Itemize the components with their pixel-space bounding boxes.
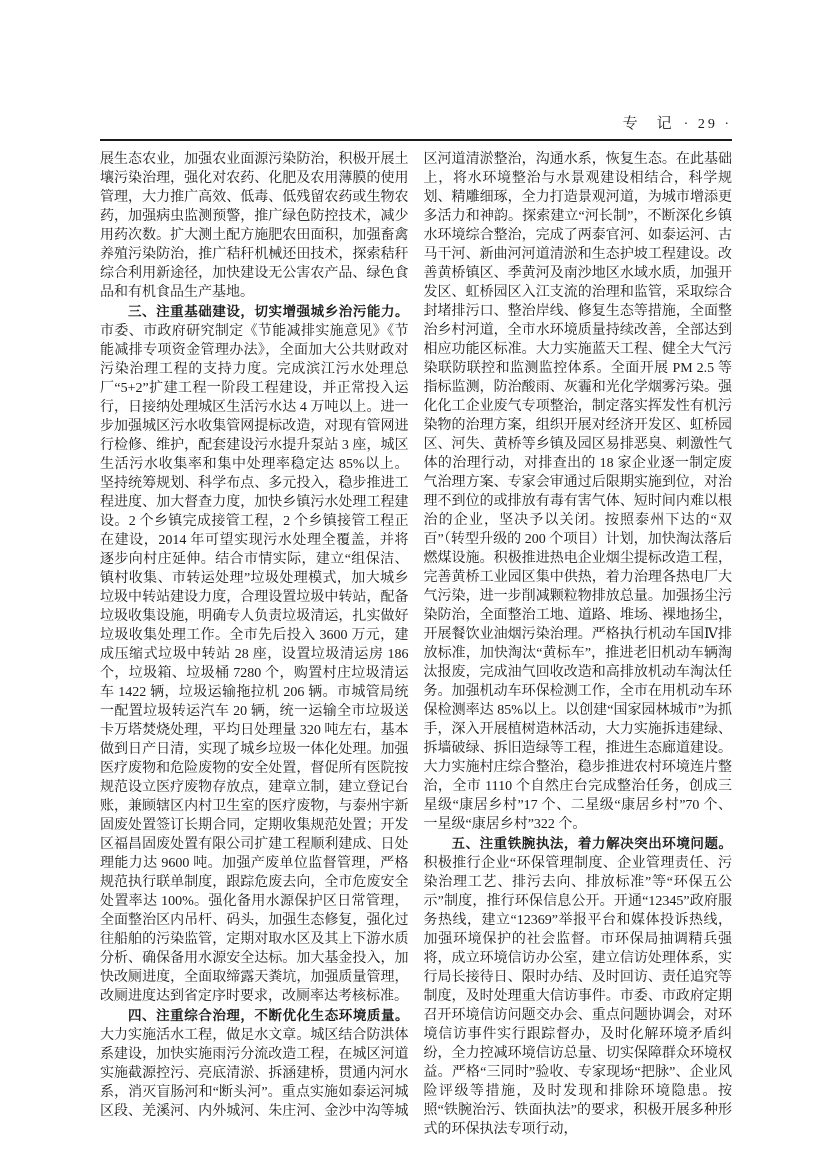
paragraph-text: 展生态农业，加强农业面源污染防治，积极开展土壤污染治理，强化对农药、化肥及农用薄膜的使用管理，大力推广高效、低毒、低残留农药或生物农药，加强病虫监测预警，推广绿色防控技术，减少用药次数。扩大测土配方施肥农田面积，加强畜禽养殖污染防治，推广秸秆机械还田技术，探索秸秆综合利用新途径，加快建设无公害农产品、绿色食品和有机食品生产基地。	[100, 152, 409, 300]
paragraph-section-3	[100, 302, 409, 1006]
paragraph-section-5	[424, 834, 733, 1139]
header-rule	[100, 139, 732, 141]
paragraph-text: 市委、市政府研究制定《节能减排实施意见》《节能减排专项资金管理办法》，全面加大公共财政对污染治理工程的支持力度。完成滨江污水处理总厂“5+2”扩建工程一阶段工程建设，并正常投入运行，日接纳处理城区生活污水达 4 万吨以上。进一步加强城区污水收集管网提标改造，对现有管网进行检修、维护，配套建设污水提升泵站 3 座，城区生活污水收集率和集中处理率稳定达 85%以上。坚持统筹规划、科学布点、多元投入，稳步推进工程进度、加大督查力度，加快乡镇污水处理工程建设。2 个乡镇完成接管工程，2 个乡镇接管工程正在建设，2014 年可望实现污水处理全覆盖，并将逐步向村庄延伸。结合市情实际，建立“组保洁、镇村收集、市转运处理”垃圾处理模式，加大城乡垃圾中转站建设力度，合理设置垃圾中转站，配备垃圾收集设施，明确专人负责垃圾清运，扎实做好垃圾收集处理工作。全市先后投入 3600 万元，建成压缩式垃圾中转站 28 座，设置垃圾清运房 186 个，垃圾箱、垃圾桶 7280 个，购置村庄垃圾清运车 1422 辆，垃圾运输拖拉机 206 辆。市城管局统一配置垃圾转运汽车 20 辆，统一运输全市垃圾送卡万塔焚烧处理，平均日处理量 320 吨左右，基本做到日产日清，实现了城乡垃圾一体化处理。加强医疗废物和危险废物的安全处置，督促所有医院按规范设立医疗废物存放点，建章立制，建立登记台账，兼顾辖区内村卫生室的医疗废物，与泰州宇新固废处置签订长期合同，定期收集规范处置；开发区福昌固废处置有限公司扩建工程顺利建成、日处理能力达 9600 吨。加强产废单位监督管理，严格规范执行联单制度，跟踪危废去向，全市危废安全处置率达 100%。强化备用水源保护区日常管理，全面整治区内吊杆、码头，加强生态修复，强化过往船舶的污染监管，定期对取水区及其上下游水质分析、确保备用水源安全达标。加大基金投入，加快改厕进度，全面取缔露天粪坑，加强质量管理，改厕进度达到省定序时要求，改厕率达考核标准。	[100, 324, 409, 1004]
page-content	[100, 112, 732, 1139]
running-head-section-title: 专 记	[622, 116, 674, 132]
section-3-heading: 三、注重基础建设，切实增强城乡治污能力。	[128, 304, 409, 319]
section-4-heading: 四、注重综合治理，不断优化生态环境质量。	[128, 1008, 409, 1023]
article-columns	[100, 150, 732, 1139]
section-5-heading: 五、注重铁腕执法，着力解决突出环境问题。	[451, 836, 732, 851]
paragraph-text: 大力实施活水工程，做足水文章。城区结合防洪体系建设，加快实施雨污分流改造工程，在城区河道实施截源控污、亮底清淤、拆涵建桥，贯通内河水系，消灭盲肠河和“断头河”。重点实施如泰运河城区段、羌溪河、内外城河、朱庄河、金沙中沟等城区河道清淤整治，沟通水系，恢复生态。在此基础上，将水环境整治与水景观建设相结合，科学规划、精雕细琢，全力打造景观河道，为城市增添更多活力和神韵。探索建立“河长制”，不断深化乡镇水环境综合整治，完成了两泰官河、如泰运河、古马干河、新曲河河道清淤和生态护坡工程建设。改善黄桥镇区、季黄河及南沙地区水域水质，加强开发区、虹桥园区入江支流的治理和监管，采取综合封堵排污口、整治岸线、修复生态等措施，全面整治乡村河道，全市水环境质量持续改善，全部达到相应功能区标准。大力实施蓝天工程、健全大气污染联防联控和监测监控体系。全面开展 PM 2.5 等指标监测，防治酸雨、灰霾和光化学烟雾污染。强化化工企业废气专项整治，制定落实挥发性有机污染物的治理方案，组织开展对经济开发区、虹桥园区、河失、黄桥等乡镇及园区易排恶臭、刺激性气体的治理行动，对排查出的 18 家企业逐一制定废气治理方案、专家会审通过后限期实施到位，对治理不到位的或排放有毒有害气体、短时间内难以根治的企业，坚决予以关闭。按照泰州下达的“双百”（转型升级的 200 个项目）计划，加快淘汰落后燃煤设施。积极推进热电企业烟尘提标改造工程，完善黄桥工业园区集中供热，着力治理各热电厂大气污染，进一步削减颗粒物排放总量。加强扬尘污染防治，全面整治工地、道路、堆场、裸地扬尘，开展餐饮业油烟污染治理。严格执行机动车国Ⅳ排放标准，加快淘汰“黄标车”，推进老旧机动车辆淘汰报废，完成油气回收改造和高排放机动车淘汰任务。加强机动车环保检测工作，全市在用机动车环保检测率达 85%以上。以创建“国家园林城市”为抓手，深入开展植树造林活动，大力实施拆违建绿、拆墙破绿、拆旧造绿等工程，推进生态廊道建设。大力实施村庄综合整治，稳步推进农村环境连片整治，全市 1110 个自然庄台完成整治任务，创成三星级“康居乡村”17 个、二星级“康居乡村”70 个、一星级“康居乡村”322 个。	[100, 152, 732, 1119]
paragraph-text: 积极推行企业“环保管理制度、企业管理责任、污染治理工艺、排污去向、排放标准”等“环保五公示”制度，推行环保信息公开。开通“12345”政府服务热线，建立“12369”举报平台和媒体投诉热线，加强环境保护的社会监督。市环保局抽调精兵强将，成立环境信访办公室，建立信访处理体系，实行局长接待日、限时办结、及时回访、责任追究等制度，及时处理重大信访事件。市委、市政府定期召开环境信访问题交办会、重点问题协调会，对环境信访事件实行跟踪督办，及时化解环境矛盾纠纷，全力控减环境信访总量、切实保障群众环境权益。严格“三同时”验收、专家现场“把脉”、企业风险评级等措施，及时发现和排除环境隐患。按照“铁腕治污、铁面执法”的要求，积极开展多种形式的环保执法专项行动，	[423, 856, 732, 1137]
page-header	[100, 112, 732, 136]
page-number: · 29 ·	[683, 117, 732, 132]
paragraph-continuation	[100, 150, 409, 302]
